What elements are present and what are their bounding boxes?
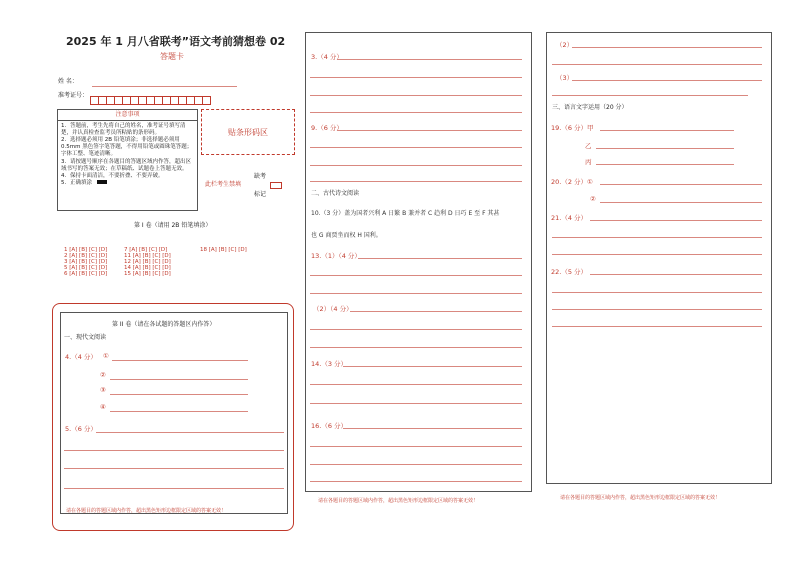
barcode-area: 贴条形码区 [201,109,295,155]
choice-row[interactable]: 14 [A] [B] [C] [D] [124,265,171,271]
choice-row[interactable]: 3 [A] [B] [C] [D] [64,259,108,265]
choice-row[interactable]: 5 [A] [B] [C] [D] [64,265,108,271]
question-text: 10.（3 分）盖为国者兴利 A 日繁 B 兼并者 C 趋利 D 日巧 E 至 F 其甚 [311,210,500,217]
question-label: 21.（4 分） [551,214,588,222]
answer-mark: ② [100,371,106,379]
answer-line[interactable] [600,202,762,203]
question-label: 5.（6 分） [65,425,97,433]
answer-line[interactable] [112,360,248,361]
answer-line[interactable] [64,450,284,451]
answer-line[interactable] [572,47,762,48]
notes-box [57,109,198,211]
answer-line[interactable] [64,488,284,489]
choice-row[interactable]: 12 [A] [B] [C] [D] [124,259,171,265]
answer-line[interactable] [343,366,522,367]
notes-item: 3．请按题号顺序在各题目的答题区域内作答，超出区域书写的答案无效；在草稿纸、试题卷上答题无效。 [61,158,192,172]
answer-line[interactable] [337,59,522,60]
part2-inner [60,312,288,514]
name-field[interactable] [92,86,237,87]
answer-line[interactable] [96,432,284,433]
answer-line[interactable] [600,184,762,185]
answer-line[interactable] [310,329,522,330]
answer-line[interactable] [64,468,284,469]
answer-line[interactable] [552,95,748,96]
question-label: （3） [556,74,574,82]
answer-line[interactable] [358,258,522,259]
choice-col [124,247,171,277]
answer-line[interactable] [310,403,522,404]
answer-line[interactable] [600,130,734,131]
answer-line[interactable] [350,311,522,312]
question-label: 4.（4 分） [65,353,97,361]
question-label: 13.（1）（4 分） [311,252,361,260]
answer-line[interactable] [590,274,762,275]
choice-row[interactable]: 1 [A] [B] [C] [D] [64,247,108,253]
choice-row[interactable]: 7 [A] [B] [C] [D] [124,247,168,253]
part2-heading: 第 II 卷（请在各试题的答题区内作答） [112,321,216,328]
answer-line[interactable] [310,446,522,447]
answer-line[interactable] [110,411,248,412]
notes-heading: 注意事项 [58,110,197,121]
answer-line[interactable] [110,394,248,395]
question-text: 也 G 商贾坐而权 H 国利。 [311,232,382,239]
choice-row[interactable]: 15 [A] [B] [C] [D] [124,271,171,277]
question-label: 3.（4 分） [311,53,343,61]
question-label: 22.（5 分） [551,268,588,276]
answer-line[interactable] [310,165,522,166]
answer-line[interactable] [552,309,762,310]
exam-id-label: 准考证号： [58,92,89,99]
warning-text: 请在各题目的答题区域内作答，超出黑色矩形边框限定区域的答案无效！ [560,495,721,501]
answer-line[interactable] [310,181,522,182]
notes-item: 4．保持卡面清洁，不要折叠、不要弄破。 [61,172,164,179]
choice-row[interactable]: 11 [A] [B] [C] [D] [124,253,171,259]
answer-line[interactable] [310,384,522,385]
answer-mark: 乙 [585,142,592,150]
filled-sample-icon [97,180,107,184]
choice-col [200,247,247,253]
choice-row[interactable]: 18 [A] [B] [C] [D] [200,247,247,253]
answer-line[interactable] [337,130,522,131]
absent-checkbox[interactable] [270,182,282,189]
answer-line[interactable] [310,77,522,78]
absent-box [201,160,293,206]
part1-heading: 第 I 卷（请用 2B 铅笔填涂） [134,222,212,229]
answer-line[interactable] [310,95,522,96]
exam-id-field[interactable] [90,90,210,109]
absent-label: 标记 [254,191,267,198]
choice-col [64,247,107,277]
section-heading: 二、古代诗文阅读 [311,190,360,197]
question-label: 16.（6 分） [311,422,348,430]
answer-line[interactable] [552,237,762,238]
answer-line[interactable] [552,326,762,327]
question-label: （2） [556,41,574,49]
page-subtitle: 答题卡 [160,52,184,61]
answer-line[interactable] [552,292,762,293]
question-label: （2）（4 分） [313,305,353,313]
notes-item: 1．答题前，考生先将自己的姓名，准考证号填写清楚，并认真检查监考员所粘贴的条形码。 [61,122,186,136]
question-label: 14.（3 分） [311,360,348,368]
answer-line[interactable] [110,379,248,380]
answer-line[interactable] [310,464,522,465]
answer-mark: ③ [100,386,106,394]
answer-mark: ② [590,195,596,203]
question-label: 20.（2 分）① [551,178,593,186]
warning-text: 请在各题目的答题区域内作答，超出黑色矩形边框限定区域的答案无效！ [318,498,479,504]
answer-line[interactable] [590,220,762,221]
question-label: 9.（6 分） [311,124,343,132]
answer-line[interactable] [572,80,762,81]
name-label: 姓 名： [58,78,78,85]
answer-line[interactable] [310,147,522,148]
answer-line[interactable] [552,254,762,255]
column-3-frame [546,32,772,484]
answer-line[interactable] [310,347,522,348]
answer-line[interactable] [310,481,522,482]
answer-line[interactable] [310,293,522,294]
answer-line[interactable] [310,112,522,113]
section-heading: 三、语言文字运用（20 分） [552,104,628,111]
answer-line[interactable] [343,428,522,429]
answer-mark: ① [103,352,109,360]
answer-line[interactable] [552,64,762,65]
notes-item: 2．选择题必须用 2B 铅笔填涂；非选择题必须用 0.5mm 黑色签字笔答题，不得用铅笔或圆珠笔答题；字体工整、笔迹清晰。 [61,137,193,158]
answer-mark: 丙 [585,158,592,166]
notes-item: 5．正确填涂 [61,180,194,187]
warning-text: 请在各题目的答题区域内作答，超出黑色矩形边框限定区域的答案无效！ [66,508,227,514]
absent-label: 缺考 [254,173,267,180]
answer-line[interactable] [310,275,522,276]
answer-line[interactable] [596,148,734,149]
page-title: 2025 年 1 月八省联考”语文考前猜想卷 02 [66,35,286,48]
section-heading: 一、现代文阅读 [64,334,107,341]
choice-row[interactable]: 6 [A] [B] [C] [D] [64,271,108,277]
question-label: 19.（6 分）甲 [551,124,594,132]
absent-note: 此栏考生禁填 [205,181,242,188]
answer-mark: ④ [100,403,106,411]
choice-row[interactable]: 2 [A] [B] [C] [D] [64,253,108,259]
answer-line[interactable] [596,164,734,165]
